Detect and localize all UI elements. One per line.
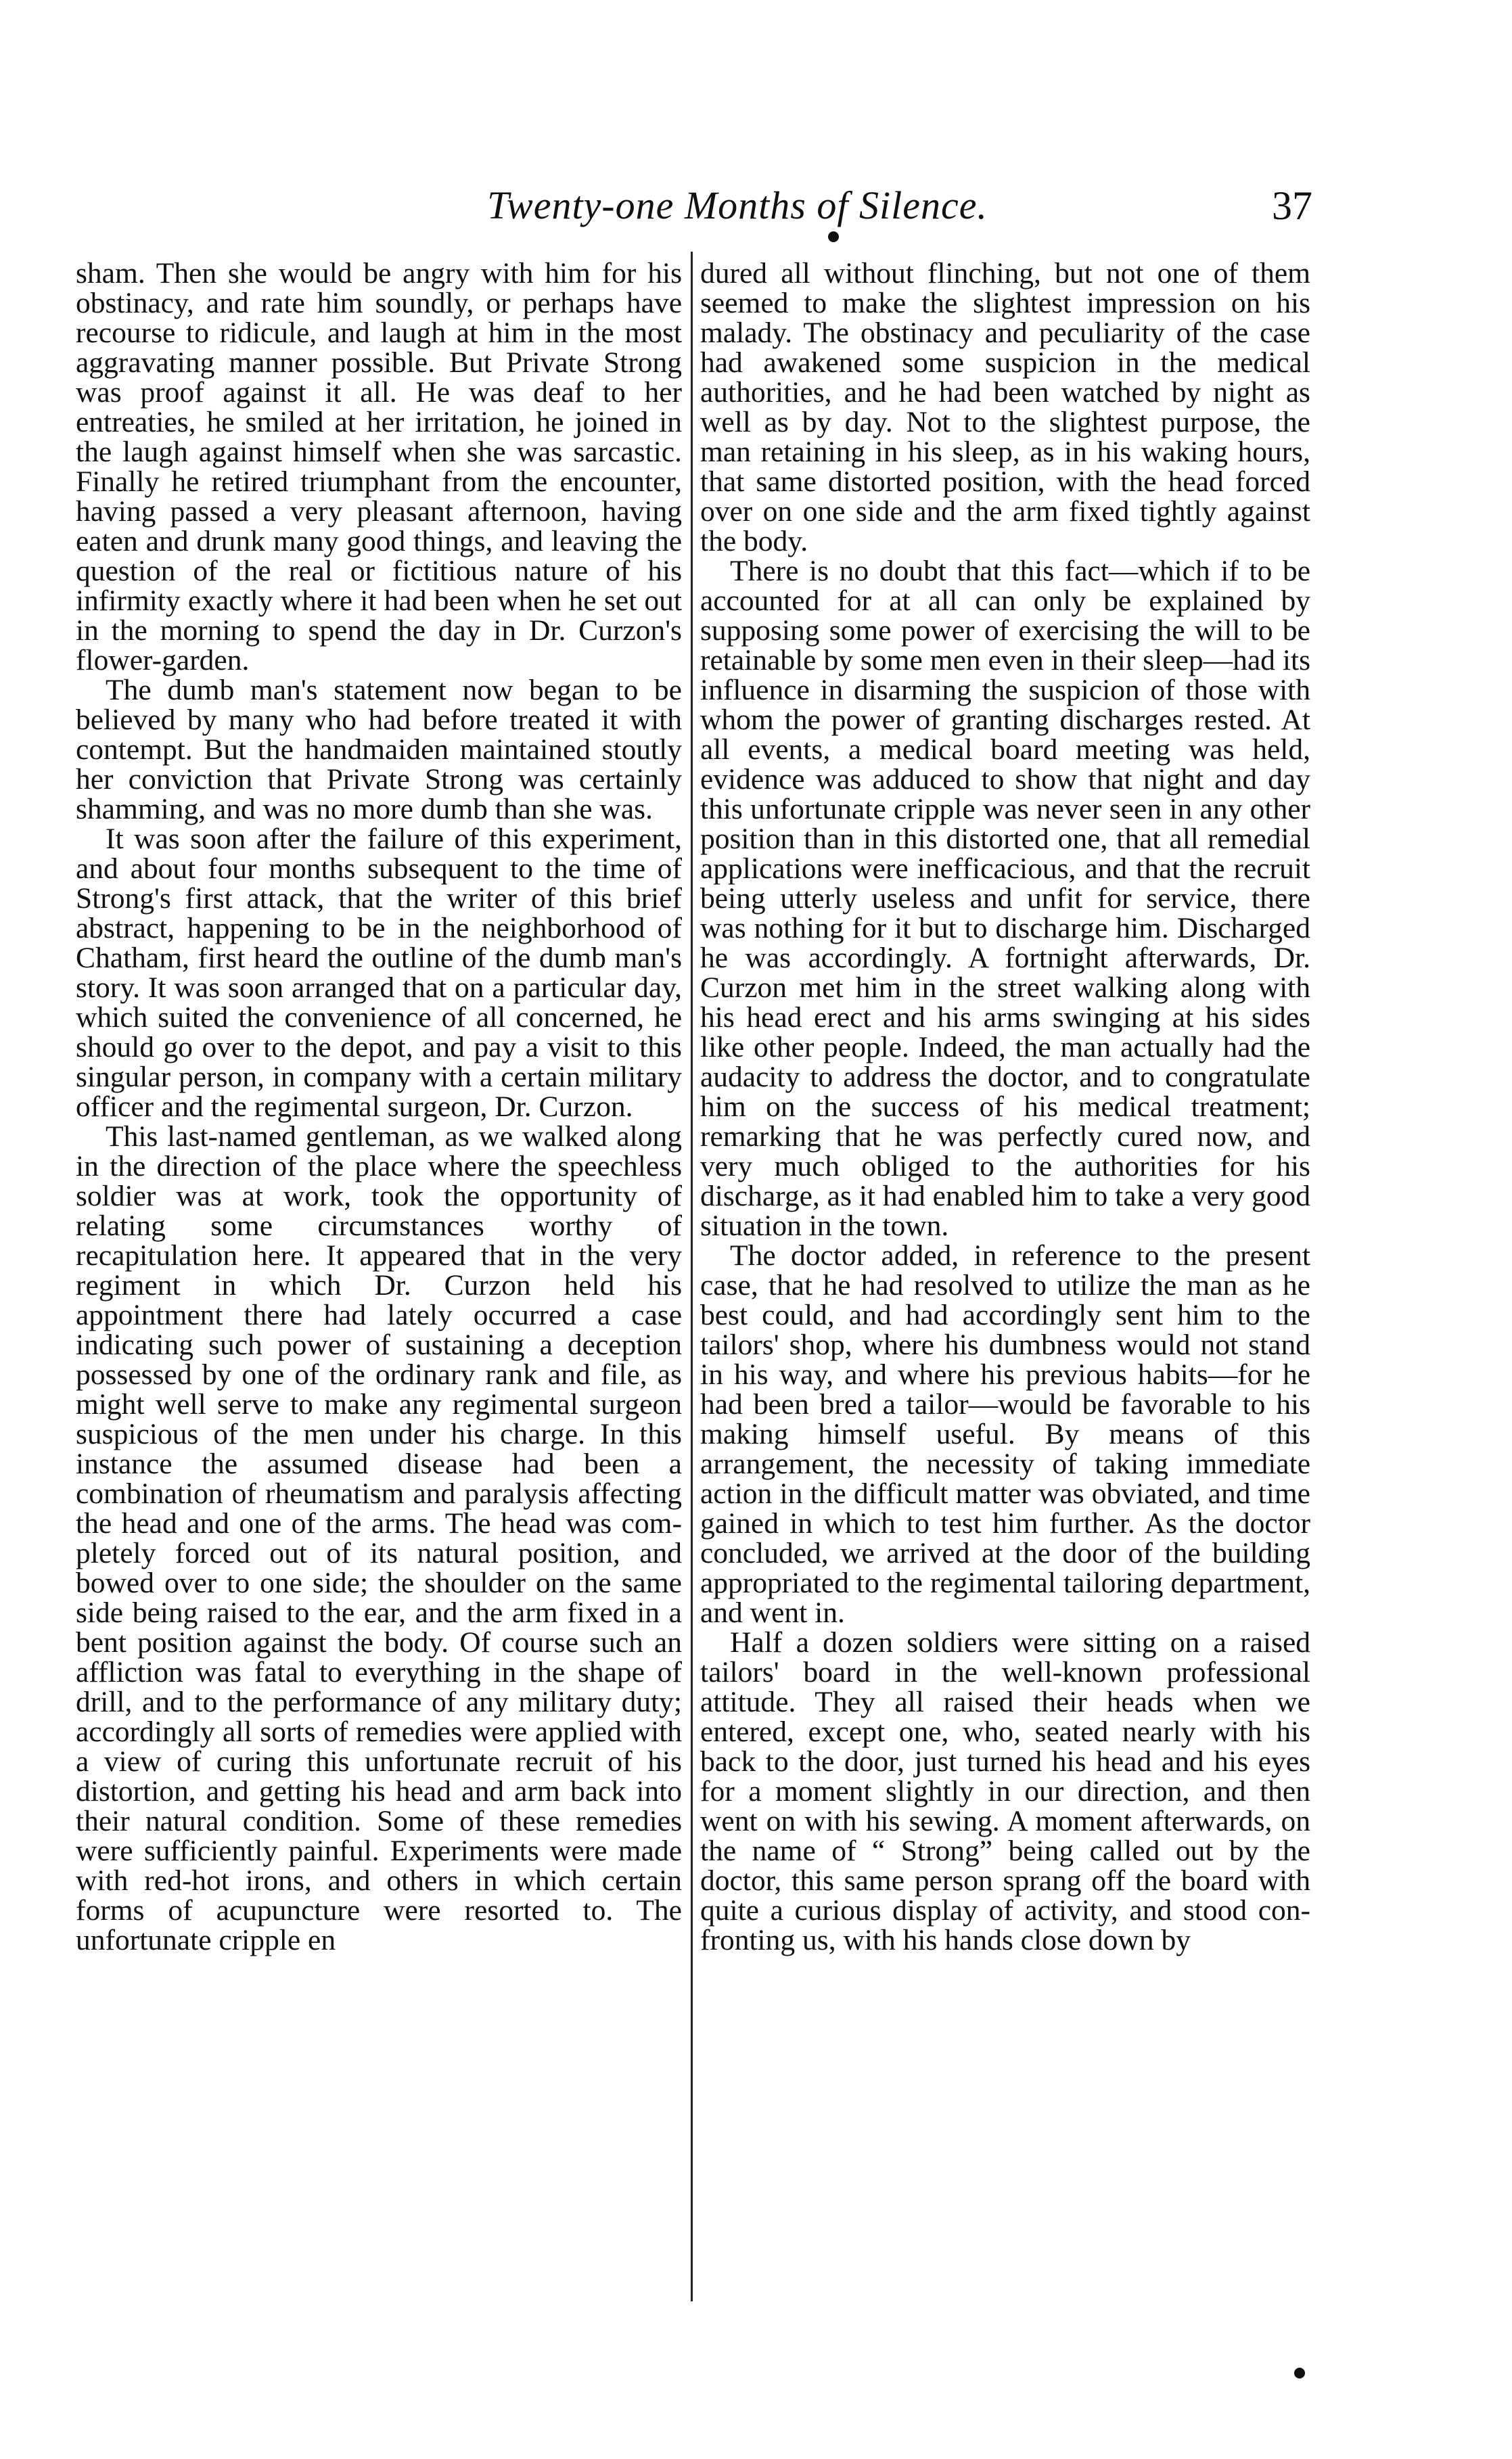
running-title: Twenty-one Months of Silence.: [487, 183, 988, 227]
ornament-dot: [1294, 2368, 1305, 2378]
column-rule: [691, 252, 693, 2301]
paragraph: sham. Then she would be angry with him for his obstinacy, and rate him soundly, or perhaps have recourse to ridicule, and laugh at him in the most aggravating manner possible. But Private Strong was proof against it all. He was deaf to her entreaties, he smiled at her irritation, he joined in the laugh against himself when she was sarcastic. Finally he retired triumphant from the encounter, having passed a very pleasant afternoon, having eaten and drunk many good things, and leaving the question of the real or fictitious nature of his infirmity exactly where it had been when he set out in the morning to spend the day in Dr. Curzon's flower-garden.: [76, 257, 682, 676]
paragraph: Half a dozen soldiers were sitting on a raised tailors' board in the well-known professional attitude. They all raised their heads when we entered, except one, who, seated nearly with his back to the door, just turned his head and his eyes for a moment slightly in our direction, and then went on with his sewing. A moment afterwards, on the name of “ Strong” being called out by the doctor, this same person sprang off the board with quite a curious display of activity, and stood confronting us, with his hands close down by: [700, 1626, 1310, 1956]
paragraph: The doctor added, in reference to the present case, that he had resolved to utilize the man as he best could, and had accordingly sent him to the tailors' shop, where his dumbness would not stand in his way, and where his previous habits—for he had been bred a tailor—would be favorable to his making himself useful. By means of this arrangement, the necessity of taking immediate action in the difficult matter was obviated, and time gained in which to test him further. As the doctor concluded, we arrived at the door of the building appropriated to the regimental tailoring department, and went in.: [700, 1239, 1310, 1629]
paragraph: It was soon after the failure of this experiment, and about four months subsequent to the time of Strong's first attack, that the writer of this brief abstract, happening to be in the neighborhood of Chatham, first heard the outline of the dumb man's story. It was soon arranged that on a particular day, which suited the convenience of all concerned, he should go over to the depot, and pay a visit to this singular person, in company with a certain military officer and the regimental surgeon, Dr. Curzon.: [76, 823, 682, 1123]
left-column: [76, 258, 682, 1955]
right-column: [700, 258, 1310, 1955]
paragraph: This last-named gentleman, as we walked along in the direction of the place where the speechless soldier was at work, took the opportunity of relating some circumstances worthy of recapitulation here. It appeared that in the very regiment in which Dr. Curzon held his appointment there had lately occurred a case indicating such power of sustaining a deception possessed by one of the ordinary rank and file, as might well serve to make any regimental surgeon suspicious of the men under his charge. In this instance the assumed disease had been a combination of rheumatism and paralysis affecting the head and one of the arms. The head was completely forced out of its natural position, and bowed over to one side; the shoulder on the same side being raised to the ear, and the arm fixed in a bent position against the body. Of course such an affliction was fatal to everything in the shape of drill, and to the performance of any military duty; accordingly all sorts of remedies were applied with a view of curing this unfortunate recruit of his distortion, and getting his head and arm back into their natural condition. Some of these remedies were sufficiently painful. Experiments were made with red-hot irons, and others in which certain forms of acupuncture were resorted to. The unfortunate cripple en: [76, 1120, 682, 1956]
paragraph: There is no doubt that this fact—which if to be accounted for at all can only be explained by supposing some power of exercising the will to be retainable by some men even in their sleep—had its influence in disarming the suspicion of those with whom the power of granting discharges rested. At all events, a medical board meeting was held, evidence was adduced to show that night and day this unfortunate cripple was never seen in any other position than in this distorted one, that all remedial applications were inefficacious, and that the recruit being utterly useless and unfit for service, there was nothing for it but to discharge him. Discharged he was accordingly. A fortnight afterwards, Dr. Curzon met him in the street walking along with his head erect and his arms swinging at his sides like other people. Indeed, the man actually had the audacity to address the doctor, and to congratulate him on the success of his medical treatment; remarking that he was perfectly cured now, and very much obliged to the authorities for his discharge, as it had enabled him to take a very good situation in the town.: [700, 555, 1310, 1242]
ornament-dot: [828, 231, 839, 242]
paragraph: The dumb man's statement now began to be believed by many who had before treated it with contempt. But the handmaiden maintained stoutly her conviction that Private Strong was certainly shamming, and was no more dumb than she was.: [76, 674, 682, 825]
page-header: [0, 183, 1512, 244]
paragraph: dured all without flinching, but not one of them seemed to make the slightest impression on his malady. The obstinacy and peculiarity of the case had awakened some suspicion in the medical authorities, and he had been watched by night as well as by day. Not to the slightest purpose, the man retaining in his sleep, as in his waking hours, that same distorted position, with the head forced over on one side and the arm fixed tightly against the body.: [700, 257, 1310, 557]
page-number: 37: [1272, 183, 1312, 228]
